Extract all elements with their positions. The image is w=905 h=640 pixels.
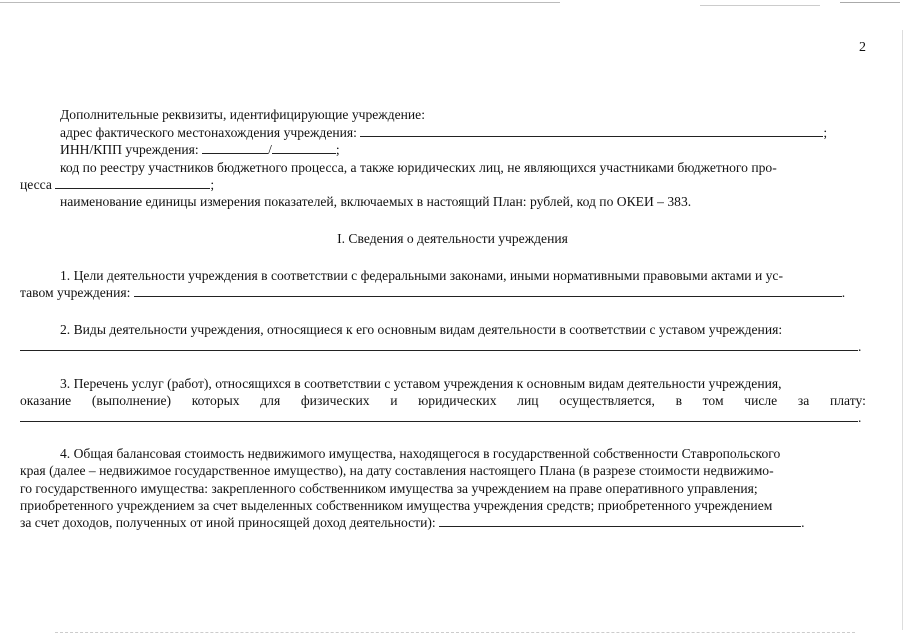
registry-row-2: [20, 176, 214, 193]
registry-line-2: цесса: [20, 177, 52, 192]
scan-edge-right: [902, 30, 903, 630]
section-title: I. Сведения о деятельности учреждения: [337, 231, 568, 246]
item1-line-2: тавом учреждения:: [20, 285, 131, 300]
item3-word: том: [702, 393, 724, 408]
item4-blank: [439, 514, 801, 527]
item3-word: числе: [744, 393, 778, 408]
scan-edge-top: [0, 2, 905, 8]
registry-blank: [55, 176, 210, 189]
item3-word: которых: [191, 393, 240, 408]
inn-blank: [202, 141, 268, 154]
item3-word: за: [797, 393, 810, 408]
item3-word: (выполнение): [91, 393, 172, 408]
item3-line-2: [20, 392, 866, 409]
item3-word: физических: [300, 393, 370, 408]
item4-line-3: го государственного имущества: закрепленного собственником имущества за учреждением на праве оперативного управления;: [20, 481, 758, 496]
scan-line: [0, 2, 560, 3]
item2-blank: [20, 338, 858, 351]
item1-end: .: [841, 285, 846, 300]
inn-label: ИНН/КПП учреждения:: [60, 142, 199, 157]
item2-row-2: [20, 338, 861, 355]
item3-word: в: [675, 393, 682, 408]
item4-line-5: за счет доходов, полученных от иной приносящей доход деятельности):: [20, 515, 436, 530]
item3-justified-row: [20, 392, 866, 409]
unit-line: наименование единицы измерения показателей, включаемых в настоящий План: рублей, код по ОКЕИ – 383.: [60, 194, 692, 209]
kpp-blank: [272, 141, 336, 154]
scan-line: [840, 2, 900, 3]
address-end: ;: [823, 125, 828, 140]
item4-line-4: приобретенного учреждением за счет выделенных собственником имущества учреждения средств; приобретенного учреждением: [20, 498, 773, 513]
inn-separator: /: [268, 142, 272, 157]
item3-word: оказание: [20, 393, 72, 408]
inn-row: [60, 141, 340, 158]
address-blank: [360, 124, 823, 137]
item3-word: юридических: [418, 393, 497, 408]
registry-end: ;: [210, 177, 215, 192]
address-label: адрес фактического местонахождения учреждения:: [60, 125, 357, 140]
item3-word: лиц: [517, 393, 539, 408]
page-number: 2: [859, 40, 866, 55]
item3-word: и: [390, 393, 398, 408]
item4-line-1: 4. Общая балансовая стоимость недвижимого имущества, находящегося в государственной собственности Ставропольского: [60, 446, 781, 461]
item1-line-1: 1. Цели деятельности учреждения в соответствии с федеральными законами, иными нормативными правовыми актами и ус-: [60, 268, 783, 283]
item3-blank: [20, 409, 858, 422]
registry-line-1: код по реестру участников бюджетного процесса, а также юридических лиц, не являющихся участниками бюджетного про-: [60, 160, 777, 175]
requisites-heading: Дополнительные реквизиты, идентифицирующие учреждение:: [60, 107, 425, 122]
address-row: [60, 124, 827, 141]
item2-line-1: 2. Виды деятельности учреждения, относящиеся к его основным видам деятельности в соответствии с уставом учреждения:: [60, 322, 783, 337]
scan-edge-bottom: [55, 632, 855, 633]
item4-row-5: [20, 514, 804, 531]
item3-end: .: [858, 410, 862, 425]
inn-end: ;: [335, 142, 340, 157]
item3-line-1: 3. Перечень услуг (работ), относящихся в соответствии с уставом учреждения к основным видам деятельности учреждения,: [60, 376, 782, 391]
scan-line: [700, 5, 820, 6]
item3-row-3: [20, 409, 861, 426]
item1-blank: [134, 284, 842, 297]
item4-end: .: [801, 515, 805, 530]
item2-end: .: [858, 339, 862, 354]
item4-line-2: края (далее – недвижимое государственное имущество), на дату составления настоящего Плана (в разрезе стоимости недвижимо-: [20, 463, 774, 478]
item3-word: осуществляется,: [559, 393, 655, 408]
item1-row-2: [20, 284, 845, 301]
item3-word: для: [260, 393, 281, 408]
item3-word: плату:: [829, 393, 866, 408]
